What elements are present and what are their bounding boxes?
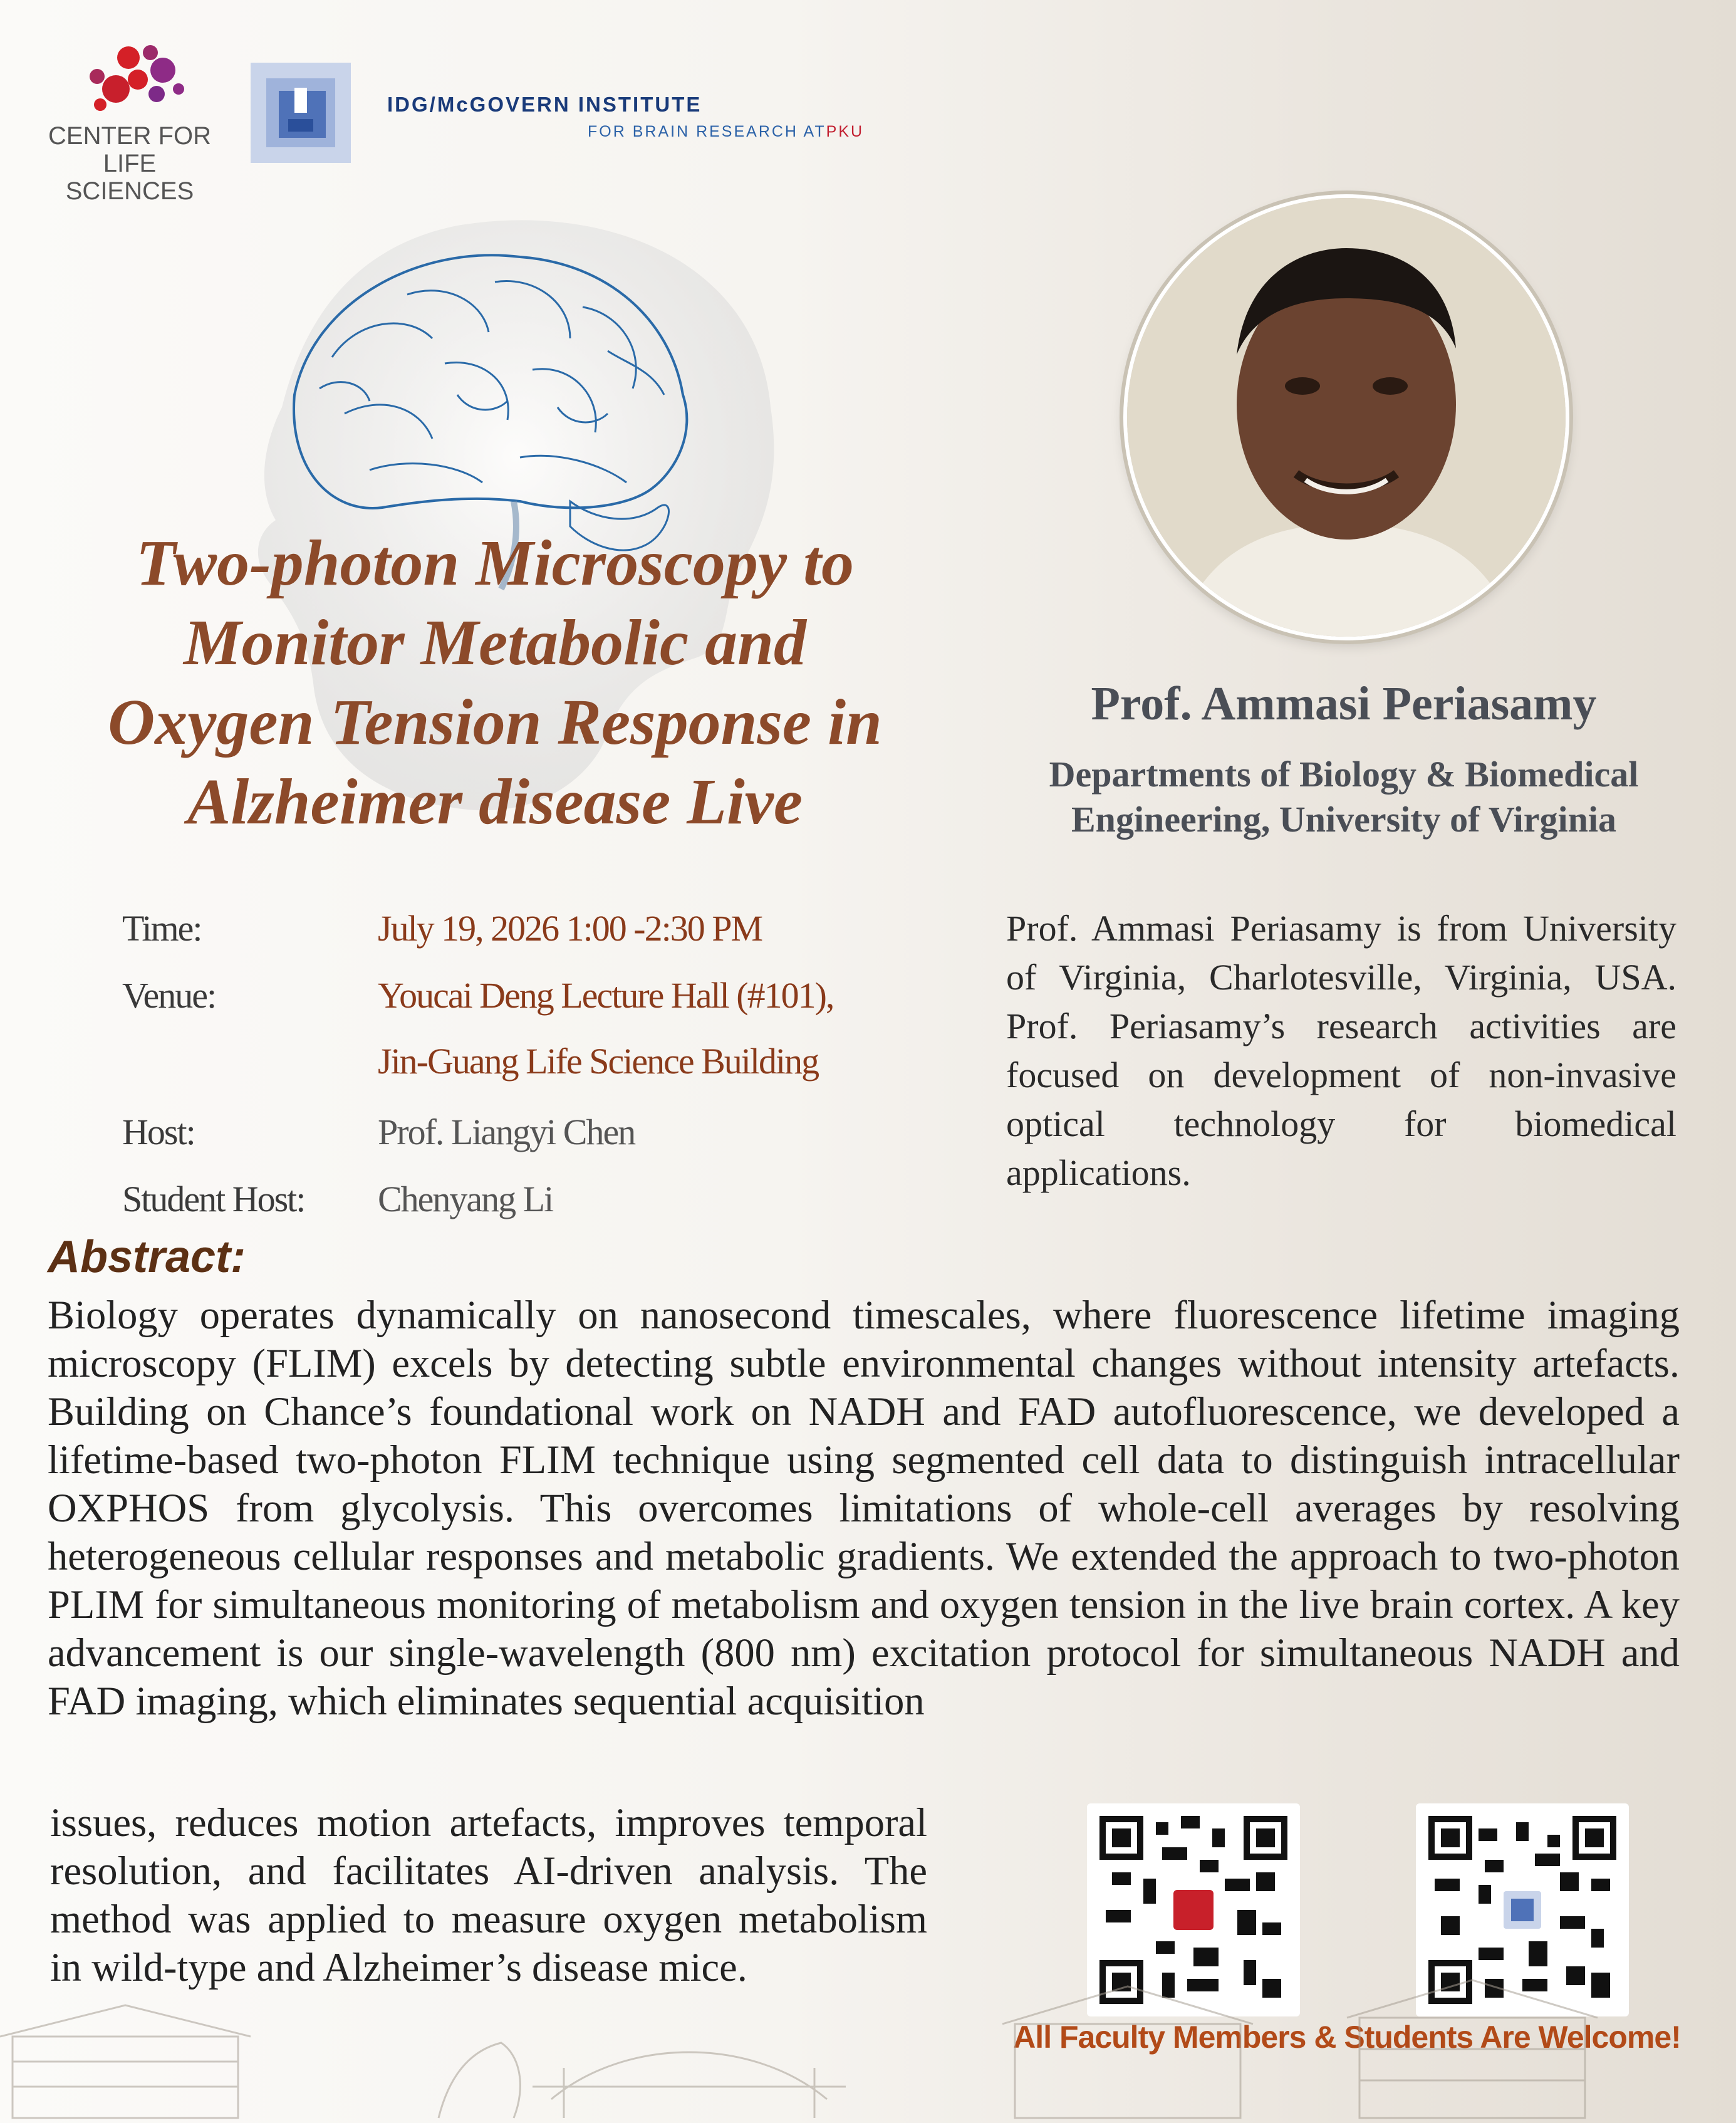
speaker-bio: Prof. Ammasi Periasamy is from University of Virginia, Charlotesville, Virginia, USA. Prof. Periasamy’s research activities are focused on development of non-invasive optical technology for biomedical applications. <box>1006 908 1676 1193</box>
host-value: Prof. Liangyi Chen <box>378 1112 635 1152</box>
abstract-heading: Abstract: <box>48 1232 246 1282</box>
abstract-text-bottom: issues, reduces motion artefacts, improves temporal resolution, and facilitates AI-driven analysis. The method was applied to measure oxygen metabolism in wild-type and Alzheimer’s disease mice. <box>50 1800 927 1990</box>
student-host-value: Chenyang Li <box>378 1179 553 1219</box>
venue-label: Venue: <box>122 975 216 1016</box>
speaker-portrait <box>1123 194 1569 640</box>
center-logo-text <box>45 122 214 205</box>
time-label: Time: <box>122 908 202 949</box>
institute-sub-text: FOR BRAIN RESEARCH AT <box>588 123 826 140</box>
institute-sub-pku: PKU <box>826 123 865 140</box>
campus-buildings-illustration <box>0 1943 1736 2123</box>
institute-name: IDG/McGOVERN INSTITUTE <box>387 93 702 116</box>
venue-value-line1: Youcai Deng Lecture Hall (#101), <box>378 975 834 1016</box>
abstract-text-top: Biology operates dynamically on nanosecond timescales, where fluorescence lifetime imaging microscopy (FLIM) excels by detecting subtle environmental changes without intensity artefacts. Building on Chance’s foundational work on NADH and FAD autofluorescence, we developed a lifetime-based two-photon FLIM technique using segmented cell data to distinguish intracellular OXPHOS from glycolysis. This overcomes limitations of whole-cell averages by resolving heterogeneous cellular responses and metabolic gradients. We extended the approach to two-photon PLIM for simultaneous monitoring of metabolism and oxygen tension in the live brain cortex. A key advancement is our single-wavelength (800 nm) excitation protocol for simultaneous NADH and FAD imaging, which eliminates sequential acquisition <box>48 1293 1680 1723</box>
welcome-message: All Faculty Members & Students Are Welcome! <box>1013 2020 1681 2055</box>
time-value: July 19, 2026 1:00 -2:30 PM <box>378 908 762 949</box>
idg-mcgovern-logo <box>251 63 351 163</box>
center-logo-line2: LIFE SCIENCES <box>65 150 194 205</box>
speaker-department: Departments of Biology & Biomedical Engineering, University of Virginia <box>1049 754 1639 840</box>
talk-title: Two-photon Microscopy to Monitor Metabolic and Oxygen Tension Response in Alzheimer disease Live <box>108 527 882 838</box>
student-host-label: Student Host: <box>122 1179 305 1219</box>
speaker-name: Prof. Ammasi Periasamy <box>1091 677 1597 730</box>
venue-value-line2: Jin-Guang Life Science Building <box>378 1041 819 1082</box>
center-logo-line1: CENTER FOR <box>48 122 211 150</box>
institute-subtitle <box>588 123 864 141</box>
portrait-placeholder-icon <box>1127 198 1566 637</box>
host-label: Host: <box>122 1112 195 1152</box>
